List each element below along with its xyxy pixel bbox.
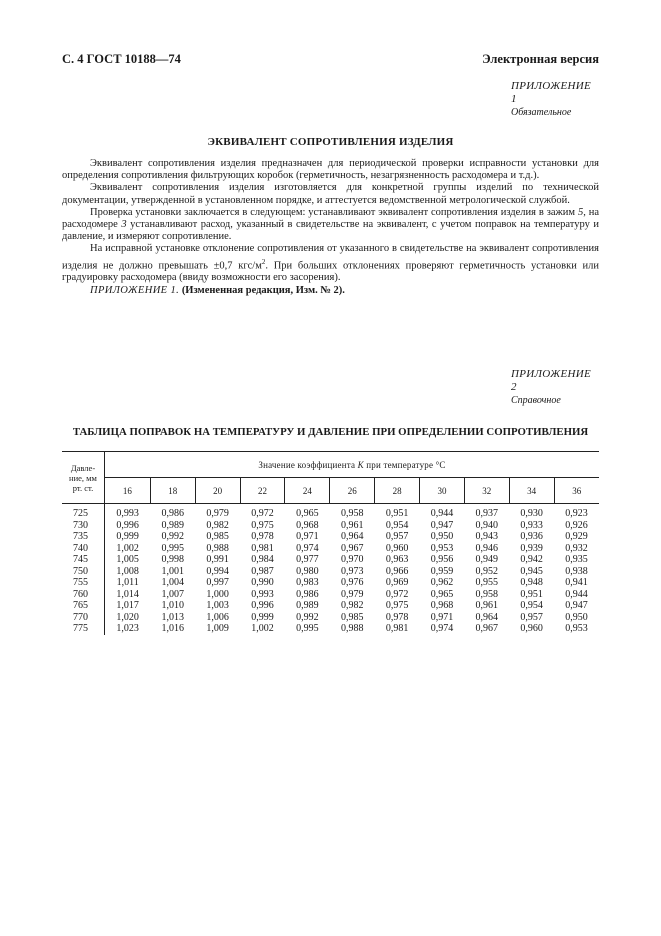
coefficient-cell: 0,987	[251, 565, 274, 577]
coefficient-cell: 0,994	[206, 565, 229, 577]
coefficient-cell: 0,999	[116, 531, 139, 542]
coefficient-cell: 0,949	[475, 554, 499, 565]
coefficient-cell: 0,941	[565, 577, 588, 588]
appendix-2-subtitle: Справочное	[511, 395, 561, 406]
coefficient-cell: 0,929	[565, 531, 588, 542]
coefficient-cell: 0,964	[340, 531, 364, 542]
coefficient-cell: 0,935	[565, 554, 588, 565]
coefficient-cell: 0,938	[565, 565, 588, 577]
coefficient-cell: 0,944	[565, 588, 588, 600]
coefficient-cell: 0,942	[520, 554, 543, 565]
coefficient-cell: 0,980	[296, 565, 319, 577]
coefficient-cell: 0,989	[296, 600, 319, 611]
coefficient-cell: 0,959	[430, 565, 454, 577]
temperature-header: 36	[554, 478, 599, 504]
coefficient-cell: 0,955	[475, 577, 499, 588]
table-row	[62, 520, 599, 532]
coefficient-cell: 0,995	[296, 623, 319, 634]
coefficient-cell: 0,944	[430, 508, 454, 519]
coefficient-cell: 0,957	[385, 531, 409, 542]
paragraph-1: Эквивалент сопротивления изделия предназначен для периодической проверки исправности установки для определения сопротивления фильтрующих коробок (герметичность, незагрязненность расходомера и т.д.).	[62, 158, 599, 182]
coefficient-cell: 0,991	[206, 554, 229, 565]
table-row	[62, 589, 599, 601]
coefficient-cell: 0,923	[565, 508, 588, 519]
coefficient-cell: 0,957	[520, 611, 543, 623]
section-body	[62, 158, 599, 297]
appendix-1-subtitle: Обязательное	[511, 107, 572, 118]
temperature-header: 20	[195, 478, 240, 504]
coefficient-cell: 0,951	[385, 508, 409, 519]
correction-table	[62, 451, 599, 635]
temperature-header: 16	[105, 478, 151, 504]
coefficient-cell: 0,958	[340, 508, 364, 519]
coefficient-cell: 1,002	[251, 623, 274, 634]
coefficient-cell: 0,985	[206, 531, 229, 542]
coefficient-cell: 0,940	[475, 519, 499, 531]
pressure-column-header: Давле- ние, мм рт. ст.	[62, 452, 105, 504]
coefficient-cell: 0,977	[296, 554, 319, 565]
coefficient-cell: 0,986	[296, 588, 319, 600]
pressure-cell: 750	[62, 566, 105, 578]
coefficient-cell: 0,985	[340, 611, 364, 623]
table-row	[62, 504, 599, 520]
coefficient-cell: 0,950	[430, 531, 454, 542]
coefficient-cell: 0,981	[251, 542, 274, 554]
coefficient-span-header: Значение коэффициента К при температуре °С	[105, 452, 600, 478]
appendix-1-label	[511, 80, 599, 119]
coefficient-cell: 0,988	[206, 542, 229, 554]
coefficient-cell: 0,946	[475, 542, 499, 554]
pressure-cell: 770	[62, 612, 105, 624]
appendix-1-title: ПРИЛОЖЕНИЕ 1	[511, 80, 591, 105]
coefficient-cell: 0,960	[520, 623, 543, 634]
table-row	[62, 612, 599, 624]
coefficient-cell: 0,956	[430, 554, 454, 565]
coefficient-cell: 0,966	[385, 565, 409, 577]
coefficient-cell: 0,947	[430, 519, 454, 531]
table-row	[62, 543, 599, 555]
coefficient-cell: 0,926	[565, 519, 588, 531]
temperature-header: 26	[330, 478, 375, 504]
coefficient-cell: 0,971	[430, 611, 454, 623]
coefficient-cell: 0,936	[520, 531, 543, 542]
coefficient-cell: 0,974	[430, 623, 454, 634]
coefficient-cell: 0,951	[520, 588, 543, 600]
coefficient-cell: 0,992	[161, 531, 185, 542]
temperature-header: 22	[240, 478, 285, 504]
coefficient-cell: 1,005	[116, 554, 139, 565]
coefficient-cell: 1,014	[116, 588, 139, 600]
pressure-cell: 775	[62, 623, 105, 635]
coefficient-cell: 0,953	[565, 623, 588, 634]
section-title: ЭКВИВАЛЕНТ СОПРОТИВЛЕНИЯ ИЗДЕЛИЯ	[207, 136, 454, 148]
table-row	[62, 566, 599, 578]
coefficient-cell: 0,933	[520, 519, 543, 531]
coefficient-cell: 0,976	[340, 577, 364, 588]
coefficient-cell: 1,008	[116, 565, 139, 577]
pressure-cell: 740	[62, 543, 105, 555]
table-row	[62, 623, 599, 635]
coefficient-cell: 1,017	[116, 600, 139, 611]
coefficient-cell: 0,937	[475, 508, 499, 519]
pressure-cell: 735	[62, 531, 105, 543]
coefficient-cell: 0,974	[296, 542, 319, 554]
table-row	[62, 531, 599, 543]
coefficient-cell: 0,978	[251, 531, 274, 542]
coefficient-cell: 0,984	[251, 554, 274, 565]
coefficient-cell: 0,930	[520, 508, 543, 519]
table-row	[62, 554, 599, 566]
coefficient-cell: 0,990	[251, 577, 274, 588]
coefficient-cell: 1,016	[161, 623, 185, 634]
coefficient-cell: 0,982	[206, 519, 229, 531]
coefficient-cell: 0,996	[116, 519, 139, 531]
coefficient-cell: 0,995	[161, 542, 185, 554]
coefficient-cell: 0,950	[565, 611, 588, 623]
coefficient-cell: 0,965	[430, 588, 454, 600]
coefficient-cell: 1,006	[206, 611, 229, 623]
coefficient-cell: 0,961	[340, 519, 364, 531]
coefficient-cell: 0,954	[520, 600, 543, 611]
coefficient-cell: 1,003	[206, 600, 229, 611]
pressure-cell: 765	[62, 600, 105, 612]
paragraph-3: Проверка установки заключается в следующем: устанавливают эквивалент сопротивления изделия в зажим 5, на расходомере 3 устанавливают расход, указанный в свидетельстве на эквивалент, с учетом поправок на температуру и давление, и измеряют сопротивление.	[62, 206, 599, 243]
temperature-header: 34	[509, 478, 554, 504]
temperature-header: 18	[150, 478, 195, 504]
coefficient-cell: 0,993	[116, 508, 139, 519]
coefficient-cell: 0,986	[161, 508, 185, 519]
coefficient-cell: 1,020	[116, 611, 139, 623]
appendix-2-label	[511, 368, 599, 407]
coefficient-cell: 0,983	[296, 577, 319, 588]
coefficient-cell: 0,947	[565, 600, 588, 611]
coefficient-cell: 0,989	[161, 519, 185, 531]
coefficient-cell: 0,960	[385, 542, 409, 554]
coefficient-cell: 0,982	[340, 600, 364, 611]
coefficient-cell: 0,962	[430, 577, 454, 588]
coefficient-cell: 0,979	[206, 508, 229, 519]
coefficient-cell: 1,004	[161, 577, 185, 588]
pressure-cell: 730	[62, 520, 105, 532]
coefficient-cell: 1,010	[161, 600, 185, 611]
coefficient-cell: 1,009	[206, 623, 229, 634]
temperature-header: 28	[375, 478, 420, 504]
coefficient-cell: 0,992	[296, 611, 319, 623]
coefficient-cell: 0,968	[430, 600, 454, 611]
coefficient-cell: 0,978	[385, 611, 409, 623]
coefficient-cell: 1,001	[161, 565, 185, 577]
appendix-2-title: ПРИЛОЖЕНИЕ 2	[511, 368, 591, 393]
coefficient-cell: 0,975	[385, 600, 409, 611]
coefficient-cell: 0,972	[385, 588, 409, 600]
coefficient-cell: 0,965	[296, 508, 319, 519]
coefficient-cell: 0,968	[296, 519, 319, 531]
coefficient-cell: 0,961	[475, 600, 499, 611]
pressure-cell: 760	[62, 589, 105, 601]
coefficient-cell: 0,970	[340, 554, 364, 565]
coefficient-cell: 0,999	[251, 611, 274, 623]
coefficient-cell: 1,023	[116, 623, 139, 634]
coefficient-cell: 0,979	[340, 588, 364, 600]
coefficient-cell: 0,998	[161, 554, 185, 565]
page-header-left: С. 4 ГОСТ 10188—74	[62, 52, 181, 66]
coefficient-cell: 0,972	[251, 508, 274, 519]
coefficient-cell: 0,952	[475, 565, 499, 577]
coefficient-cell: 0,964	[475, 611, 499, 623]
coefficient-cell: 0,993	[251, 588, 274, 600]
coefficient-cell: 0,997	[206, 577, 229, 588]
table-row	[62, 600, 599, 612]
temperature-header: 32	[464, 478, 509, 504]
amendment-note: ПРИЛОЖЕНИЕ 1. (Измененная редакция, Изм. № 2).	[90, 284, 345, 296]
coefficient-cell: 0,996	[251, 600, 274, 611]
coefficient-cell: 1,002	[116, 542, 139, 554]
coefficient-cell: 0,939	[520, 542, 543, 554]
table-title: ТАБЛИЦА ПОПРАВОК НА ТЕМПЕРАТУРУ И ДАВЛЕНИЕ ПРИ ОПРЕДЕЛЕНИИ СОПРОТИВЛЕНИЯ	[72, 426, 589, 438]
coefficient-cell: 1,011	[116, 577, 139, 588]
coefficient-cell: 0,953	[430, 542, 454, 554]
coefficient-cell: 0,969	[385, 577, 409, 588]
pressure-cell: 745	[62, 554, 105, 566]
temperature-header: 24	[285, 478, 330, 504]
pressure-cell: 725	[62, 504, 105, 520]
coefficient-cell: 0,932	[565, 542, 588, 554]
coefficient-cell: 0,981	[385, 623, 409, 634]
coefficient-cell: 0,967	[340, 542, 364, 554]
coefficient-cell: 0,975	[251, 519, 274, 531]
coefficient-cell: 1,000	[206, 588, 229, 600]
page-header-right: Электронная версия	[482, 52, 599, 66]
temperature-header-row	[62, 478, 599, 504]
table-row	[62, 577, 599, 589]
coefficient-cell: 0,943	[475, 531, 499, 542]
coefficient-cell: 0,973	[340, 565, 364, 577]
coefficient-cell: 0,988	[340, 623, 364, 634]
coefficient-cell: 0,967	[475, 623, 499, 634]
coefficient-cell: 0,971	[296, 531, 319, 542]
coefficient-cell: 0,954	[385, 519, 409, 531]
paragraph-2: Эквивалент сопротивления изделия изготовляется для конкретной группы изделий по технической документации, утвержденной в установленном порядке, и аттестуется ведомственной метрологической службой.	[62, 182, 599, 206]
coefficient-cell: 0,948	[520, 577, 543, 588]
table-body	[62, 504, 599, 635]
coefficient-cell: 0,963	[385, 554, 409, 565]
coefficient-cell: 0,958	[475, 588, 499, 600]
paragraph-4: На исправной установке отклонение сопротивления от указанного в свидетельстве на эквивалент сопротивления изделия не должно превышать ±0,7 кгс/$м^2$. При больших отклонениях проверяют герметичность установки или градуировку расходомера (ввиду возможности его засорения).	[62, 243, 600, 284]
coefficient-cell: 1,013	[161, 611, 185, 623]
pressure-cell: 755	[62, 577, 105, 589]
coefficient-cell: 0,945	[520, 565, 543, 577]
temperature-header: 30	[420, 478, 465, 504]
coefficient-cell: 1,007	[161, 588, 185, 600]
